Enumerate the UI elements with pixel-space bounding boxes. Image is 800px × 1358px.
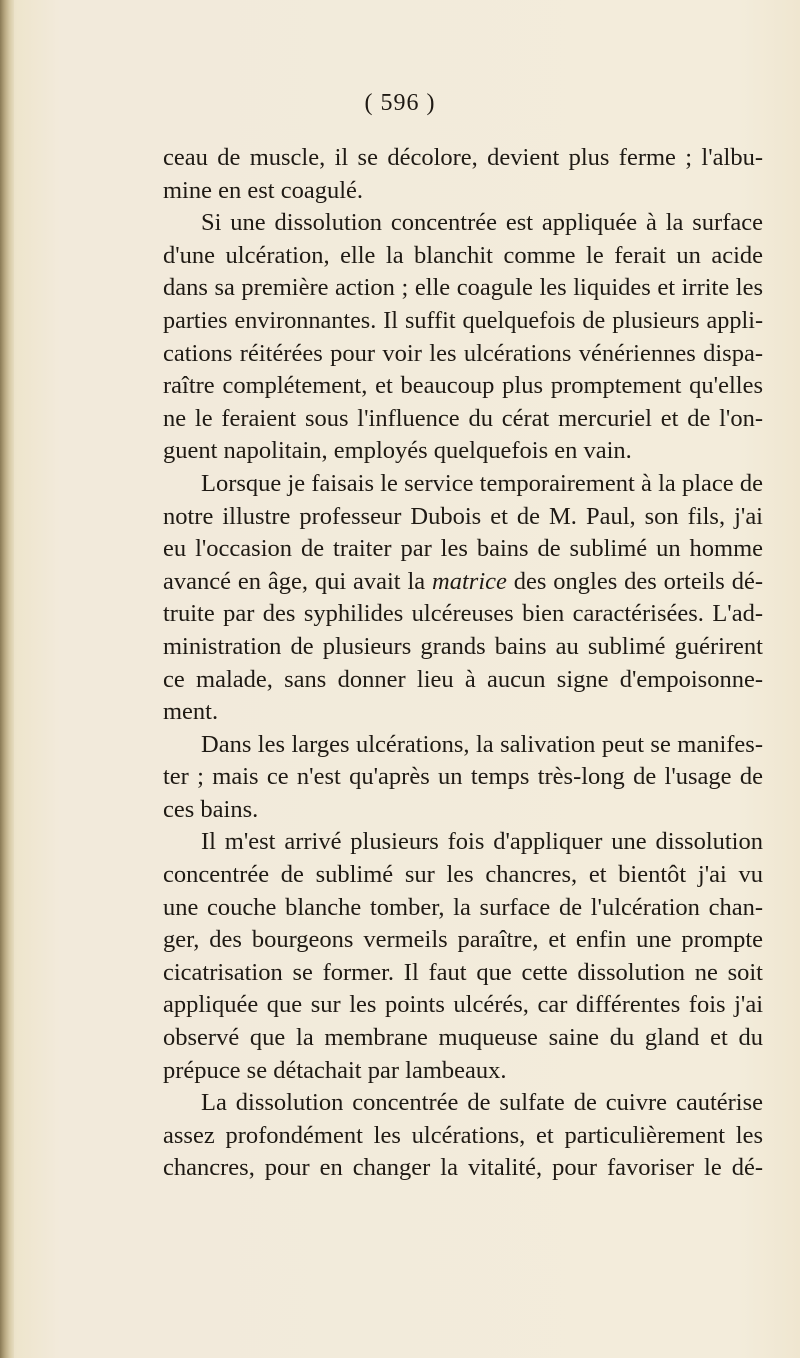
text-segment: Si une dissolution concentrée est appliquée à la surface bbox=[201, 209, 763, 237]
text-segment: observé que la membrane muqueuse saine du gland et du bbox=[163, 1024, 763, 1052]
text-segment: ter ; mais ce n'est qu'après un temps très-long de l'usage de bbox=[163, 763, 763, 791]
text-line bbox=[163, 533, 763, 566]
text-segment: Lorsque je faisais le service temporairement à la place de bbox=[201, 469, 763, 497]
text-segment: La dissolution concentrée de sulfate de cuivre cautérise bbox=[201, 1089, 763, 1117]
text-line bbox=[163, 566, 763, 599]
text-line bbox=[163, 338, 763, 371]
text-segment: prépuce se détachait par lambeaux. bbox=[163, 1056, 507, 1084]
text-segment: chancres, pour en changer la vitalité, pour favoriser le dé- bbox=[163, 1154, 763, 1182]
text-segment: ceau de muscle, il se décolore, devient plus ferme ; l'albu- bbox=[163, 144, 763, 171]
text-line bbox=[163, 1087, 763, 1120]
text-segment: ger, des bourgeons vermeils paraître, et enfin une prompte bbox=[163, 926, 763, 954]
text-line bbox=[163, 501, 763, 534]
text-segment: d'une ulcération, elle la blanchit comme le ferait un acide bbox=[163, 241, 763, 269]
text-segment: raître complétement, et beaucoup plus promptement qu'elles bbox=[163, 372, 763, 400]
text-segment: appliquée que sur les points ulcérés, car différentes fois j'ai bbox=[163, 991, 763, 1019]
text-line bbox=[163, 924, 763, 957]
text-line bbox=[163, 1152, 763, 1185]
text-line bbox=[163, 1022, 763, 1055]
text-segment: ment. bbox=[163, 698, 219, 726]
text-segment: avancé en âge, qui avait la bbox=[163, 567, 433, 595]
text-line bbox=[163, 859, 763, 892]
text-segment: Il m'est arrivé plusieurs fois d'appliquer une dissolution bbox=[201, 828, 763, 856]
page-number: ( 596 ) bbox=[364, 90, 436, 116]
text-line bbox=[163, 761, 763, 794]
text-line bbox=[163, 1120, 763, 1153]
italic-text: matrice bbox=[432, 567, 507, 595]
text-segment: assez profondément les ulcérations, et particulièrement les bbox=[163, 1121, 763, 1149]
text-segment: dans sa première action ; elle coagule les liquides et irrite les bbox=[163, 274, 763, 302]
text-line bbox=[163, 664, 763, 697]
text-line bbox=[163, 370, 763, 403]
text-line bbox=[163, 826, 763, 859]
text-segment: Dans les larges ulcérations, la salivation peut se manifes- bbox=[201, 730, 763, 758]
text-line bbox=[163, 468, 763, 501]
text-segment: cations réitérées pour voir les ulcérations vénériennes dispa- bbox=[163, 339, 763, 367]
text-segment: mine en est coagulé. bbox=[163, 176, 364, 204]
text-segment: concentrée de sublimé sur les chancres, et bientôt j'ai vu bbox=[163, 861, 763, 889]
text-segment: ces bains. bbox=[163, 795, 259, 823]
text-line bbox=[163, 403, 763, 436]
text-line bbox=[163, 1055, 763, 1088]
text-line bbox=[163, 272, 763, 305]
text-segment: des ongles des orteils dé- bbox=[506, 567, 763, 595]
page-binding-edge bbox=[0, 0, 14, 1358]
text-line bbox=[163, 631, 763, 664]
text-segment: guent napolitain, employés quelquefois en vain. bbox=[163, 437, 632, 465]
text-line bbox=[163, 794, 763, 827]
text-line bbox=[163, 175, 763, 208]
text-line bbox=[163, 729, 763, 762]
text-segment: notre illustre professeur Dubois et de M. Paul, son fils, j'ai bbox=[163, 502, 763, 530]
text-line bbox=[163, 892, 763, 925]
text-segment: truite par des syphilides ulcéreuses bien caractérisées. L'ad- bbox=[163, 600, 763, 628]
text-segment: ce malade, sans donner lieu à aucun signe d'empoisonne- bbox=[163, 665, 763, 693]
text-line bbox=[163, 207, 763, 240]
text-segment: eu l'occasion de traiter par les bains de sublimé un homme bbox=[163, 535, 763, 563]
text-segment: ministration de plusieurs grands bains au sublimé guérirent bbox=[163, 632, 763, 660]
body-text bbox=[163, 142, 763, 1185]
text-line bbox=[163, 989, 763, 1022]
text-line bbox=[163, 240, 763, 273]
text-line bbox=[163, 957, 763, 990]
text-line bbox=[163, 305, 763, 338]
text-segment: ne le feraient sous l'influence du cérat mercuriel et de l'on- bbox=[163, 404, 763, 432]
text-line bbox=[163, 696, 763, 729]
text-segment: une couche blanche tomber, la surface de l'ulcération chan- bbox=[163, 893, 763, 921]
text-line bbox=[163, 142, 763, 175]
text-segment: cicatrisation se former. Il faut que cette dissolution ne soit bbox=[163, 958, 763, 986]
text-segment: parties environnantes. Il suffit quelquefois de plusieurs appli- bbox=[163, 306, 763, 334]
text-line bbox=[163, 435, 763, 468]
text-line bbox=[163, 598, 763, 631]
